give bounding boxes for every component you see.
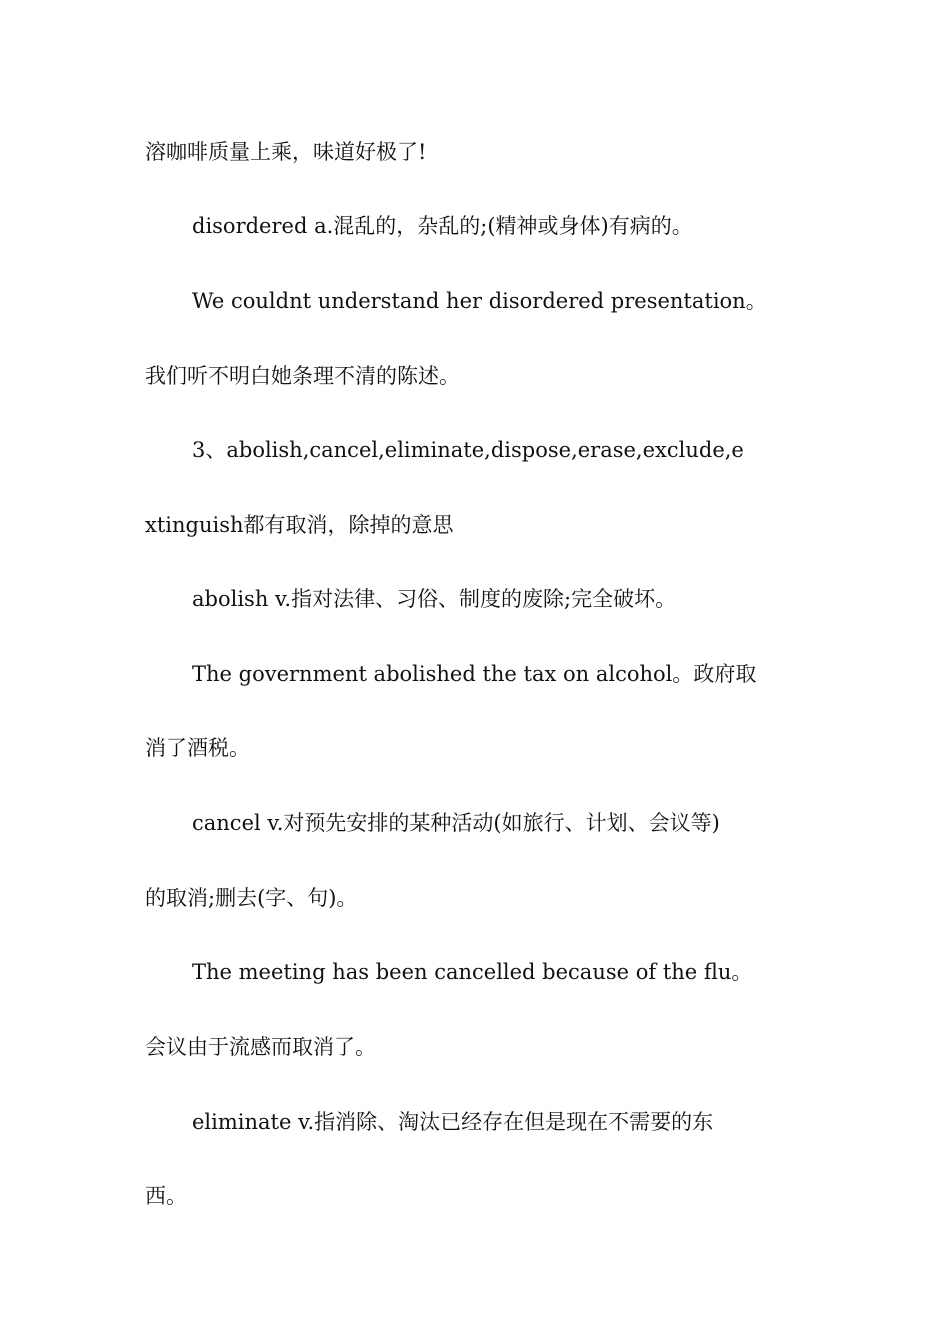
text-line: 消了酒税。 (145, 736, 250, 760)
text-line: 溶咖啡质量上乘，味道好极了! (145, 140, 427, 164)
text-line: The meeting has been cancelled because of the flu。 (192, 960, 753, 984)
text-line: cancel v.对预先安排的某种活动(如旅行、计划、会议等) (192, 811, 720, 835)
text-line: 西。 (145, 1184, 187, 1208)
text-line: We couldnt understand her disordered presentation。 (192, 289, 767, 313)
text-line: 会议由于流感而取消了。 (145, 1035, 376, 1059)
text-line: The government abolished the tax on alcohol。政府取 (192, 662, 757, 686)
text-line: 我们听不明白她条理不清的陈述。 (145, 364, 460, 388)
text-line: xtinguish都有取消，除掉的意思 (145, 513, 454, 537)
text-line: disordered a.混乱的，杂乱的;(精神或身体)有病的。 (192, 214, 693, 238)
text-line: abolish v.指对法律、习俗、制度的废除;完全破坏。 (192, 587, 677, 611)
text-line: eliminate v.指消除、淘汰已经存在但是现在不需要的东 (192, 1110, 714, 1134)
text-line: 的取消;删去(字、句)。 (145, 886, 358, 910)
text-line: 3、abolish,cancel,eliminate,dispose,erase,exclude,e (192, 438, 744, 462)
